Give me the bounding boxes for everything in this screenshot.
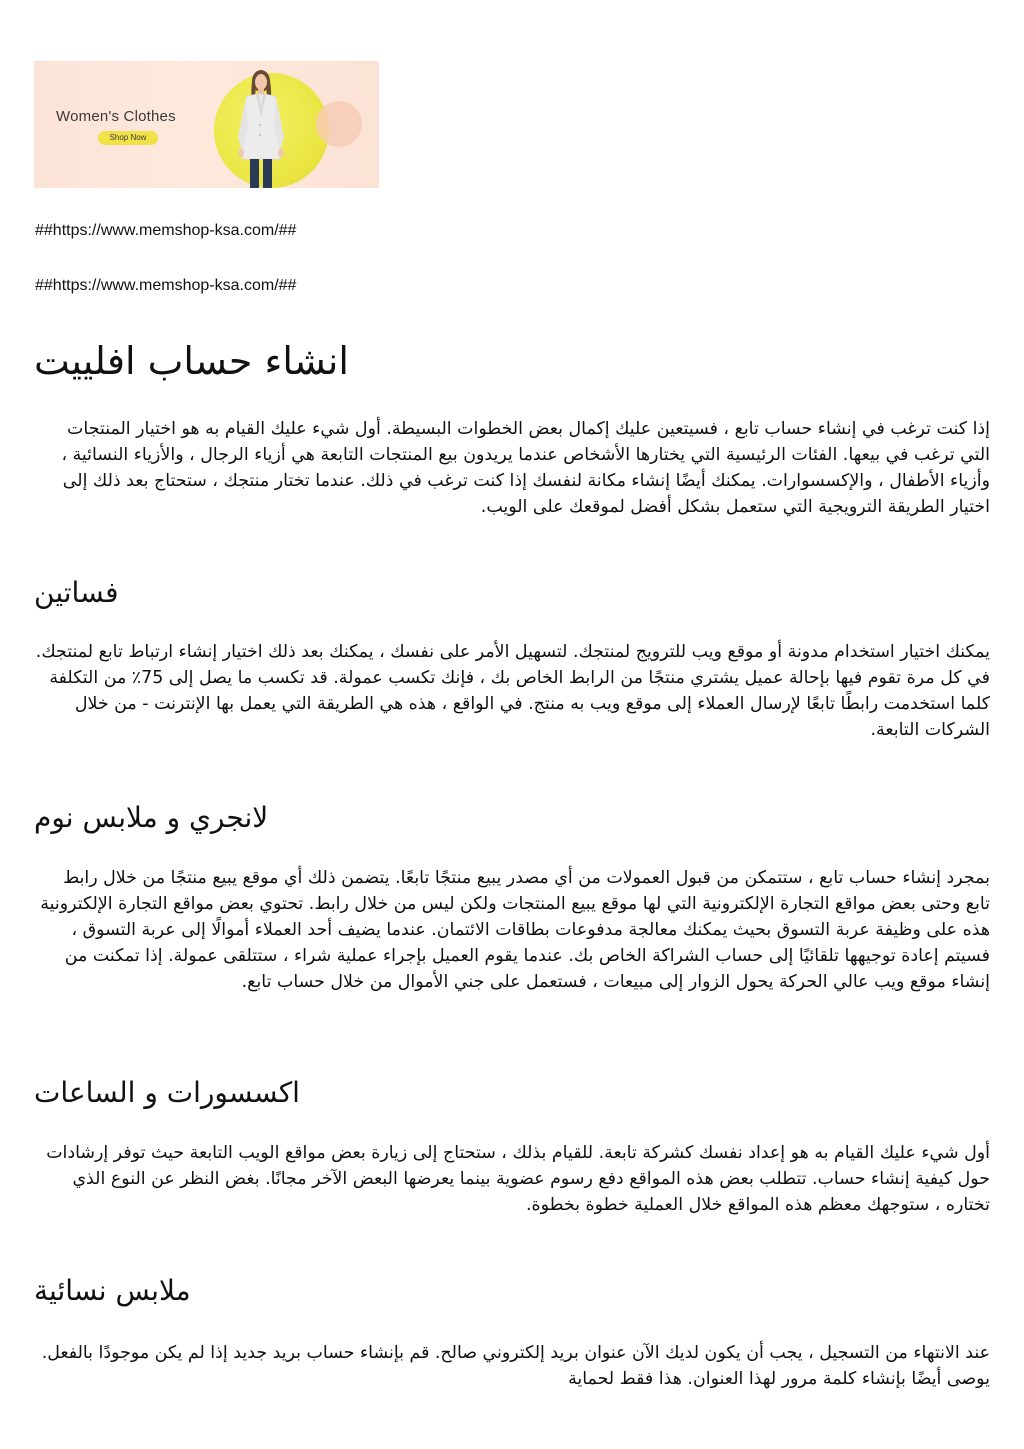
banner-title: Women's Clothes [56, 108, 176, 125]
section-paragraph: عند الانتهاء من التسجيل ، يجب أن يكون لديك الآن عنوان بريد إلكتروني صالح. قم بإنشاء حساب بريد جديد إذا لم يكن موجودًا بالفعل. يوصى أيضًا بإنشاء كلمة مرور لهذا العنوان. هذا فقط لحماية [41, 1343, 990, 1389]
shop-now-button[interactable]: Shop Now [98, 131, 158, 145]
section-heading [34, 798, 990, 838]
section-heading-text: اكسسورات و الساعات [34, 1076, 300, 1109]
banner-pink-circle [316, 101, 362, 147]
memshop-link[interactable]: ##https://www.memshop-ksa.com/## [35, 222, 297, 239]
article-title [34, 335, 990, 387]
section-paragraph: أول شيء عليك القيام به هو إعداد نفسك كشركة تابعة. للقيام بذلك ، ستحتاج إلى زيارة بعض مواقع الويب التابعة حيث توفر إرشادات حول كيفية إنشاء حساب. تتطلب بعض هذه المواقع دفع رسوم عضوية بينما يعرضها البعض الآخر مجانًا. بغض النظر عن النوع الذي تختاره ، ستوجهك معظم هذه المواقع خلال العملية خطوة بخطوة. [46, 1143, 990, 1215]
model-figure-image [220, 67, 300, 188]
intro-paragraph: إذا كنت ترغب في إنشاء حساب تابع ، فسيتعين عليك إكمال بعض الخطوات البسيطة. أول شيء عليك القيام به هو اختيار المنتجات التي ترغب في بيعها. الفئات الرئيسية التي يختارها الأشخاص عندما يريدون بيع المنتجات التابعة هي أزياء الرجال ، والأزياء النسائية ، وأزياء الأطفال ، والإكسسوارات. يمكنك أيضًا إنشاء مكانة لنفسك إذا كنت ترغب في ذلك. عندما تختار منتجك ، ستحتاج بعد ذلك إلى اختيار الطريقة الترويجية التي ستعمل بشكل أفضل لموقعك على الويب. [61, 419, 990, 517]
memshop-link[interactable]: ##https://www.memshop-ksa.com/## [35, 277, 297, 294]
section-heading-text: ملابس نسائية [34, 1274, 191, 1307]
section-heading [34, 1073, 990, 1113]
section-heading [34, 573, 990, 613]
section-paragraph: بمجرد إنشاء حساب تابع ، ستتمكن من قبول العمولات من أي مصدر يبيع منتجًا تابعًا. يتضمن ذلك أي موقع يبيع منتجًا من خلال رابط تابع وحتى بعض مواقع التجارة الإلكترونية التي لها موقع يبيع المنتجات ولكن ليس من خلال رابط. تحتوي بعض مواقع التجارة الإلكترونية هذه على وظيفة عربة التسوق بحيث يمكنك معالجة مدفوعات بطاقات الائتمان. عندما يضيف أحد العملاء أموالًا إلى عربة التسوق ، فسيتم إعادة توجيهها تلقائيًا إلى حساب الشراكة الخاص بك. عندما يقوم العميل بإجراء عملية شراء ، ستتلقى عمولة. إذا تمكنت من إنشاء موقع ويب عالي الحركة يحول الزوار إلى مبيعات ، فستعمل على جني الأموال من خلال حساب تابع. [40, 868, 990, 992]
womens-clothes-banner[interactable] [34, 61, 379, 188]
section-heading [34, 1271, 990, 1311]
section-heading-text: فساتين [34, 576, 119, 609]
section-paragraph: يمكنك اختيار استخدام مدونة أو موقع ويب للترويج لمنتجك. لتسهيل الأمر على نفسك ، يمكنك بعد ذلك اختيار إنشاء ارتباط تابع لمنتجك. في كل مرة تقوم فيها بإحالة عميل يشتري منتجًا من الرابط الخاص بك ، فإنك تكسب عمولة. قد تكسب ما يصل إلى 75٪ من التكلفة كلما استخدمت رابطًا تابعًا لإرسال العملاء إلى موقع ويب به منتج. في الواقع ، هذه هي الطريقة التي يعمل بها الإنترنت - من خلال الشركات التابعة. [35, 642, 990, 740]
article-title-text: انشاء حساب افلييت [34, 339, 349, 383]
section-heading-text: لانجري و ملابس نوم [34, 801, 269, 834]
